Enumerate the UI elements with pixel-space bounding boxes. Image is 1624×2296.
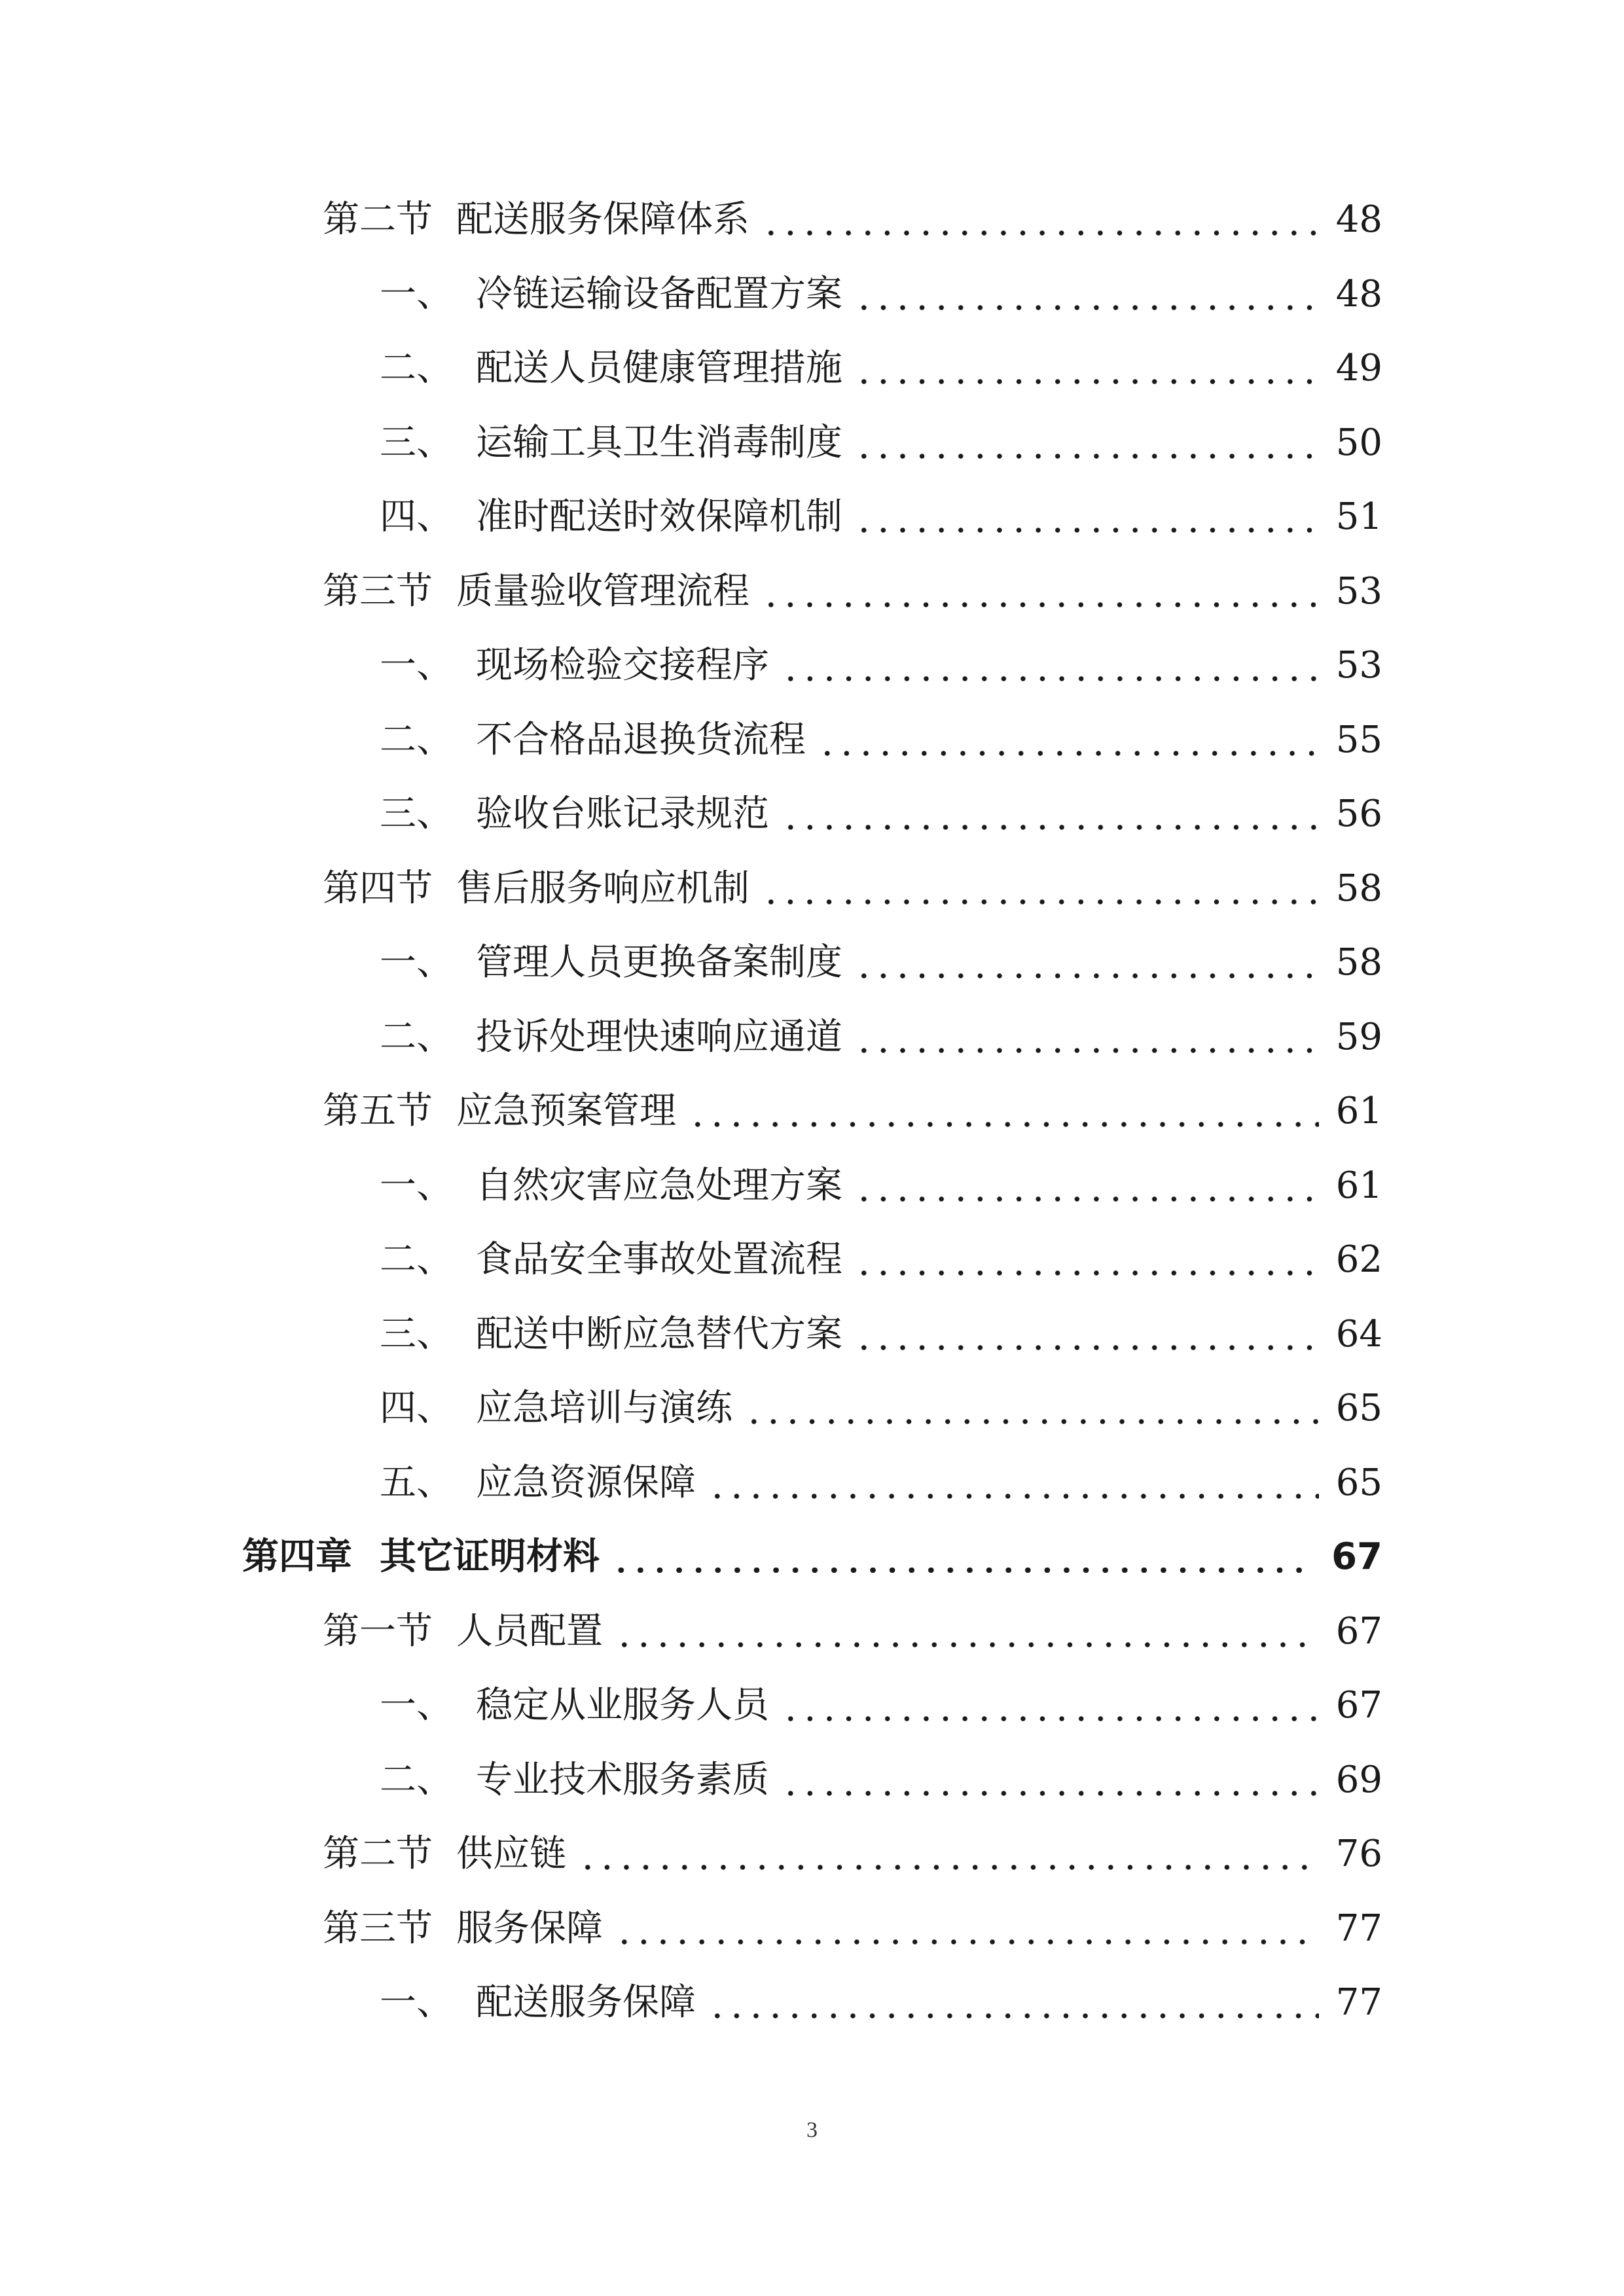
- toc-entry-page: 64: [1335, 1312, 1382, 1355]
- toc-entry-section[interactable]: [0, 190, 1624, 255]
- toc-entry-page: 67: [1335, 1609, 1382, 1653]
- toc-entry-number: 二、: [380, 347, 453, 389]
- toc-leader-dots: [854, 1196, 1319, 1202]
- toc-entry-page: 53: [1335, 644, 1382, 687]
- toc-entry-number: 二、: [380, 1758, 453, 1801]
- toc-leader-dots: [615, 1642, 1319, 1647]
- toc-entry-item[interactable]: [0, 264, 1624, 330]
- toc-entry-page: 77: [1335, 1981, 1382, 2024]
- toc-entry-item[interactable]: [0, 1378, 1624, 1444]
- toc-entry-item[interactable]: [0, 1304, 1624, 1370]
- toc-entry-title: 应急预案管理: [456, 1090, 676, 1132]
- toc-entry-page: 56: [1335, 793, 1382, 835]
- toc-entry-item[interactable]: [0, 1453, 1624, 1518]
- toc-entry-number: 第一节: [323, 1609, 433, 1653]
- toc-entry-title: 自然灾害应急处理方案: [476, 1164, 842, 1207]
- toc-entry-number: 一、: [380, 941, 453, 984]
- toc-entry-title: 售后服务响应机制: [456, 867, 749, 910]
- toc-entry-number: 三、: [380, 793, 453, 835]
- toc-leader-dots: [854, 1048, 1319, 1053]
- toc-entry-item[interactable]: [0, 413, 1624, 478]
- toc-entry-title: 供应链: [456, 1833, 566, 1875]
- toc-leader-dots: [854, 973, 1319, 978]
- toc-entry-page: 62: [1335, 1238, 1382, 1281]
- toc-entry-page: 48: [1335, 272, 1382, 315]
- toc-entry-number: 二、: [380, 1238, 453, 1281]
- toc-entry-page: 49: [1335, 347, 1382, 389]
- toc-entry-item[interactable]: [0, 636, 1624, 701]
- toc-entry-title: 配送服务保障体系: [456, 198, 749, 241]
- toc-entry-title: 冷链运输设备配置方案: [476, 272, 842, 315]
- toc-leader-dots: [854, 454, 1319, 459]
- toc-entry-number: 第四章: [242, 1535, 352, 1578]
- toc-entry-section[interactable]: [0, 1081, 1624, 1147]
- toc-entry-item[interactable]: [0, 1676, 1624, 1741]
- toc-leader-dots: [761, 230, 1319, 236]
- toc-entry-item[interactable]: [0, 933, 1624, 998]
- toc-entry-item[interactable]: [0, 1156, 1624, 1221]
- toc-leader-dots: [708, 1494, 1319, 1499]
- toc-leader-dots: [781, 1716, 1319, 1721]
- toc-entry-number: 四、: [380, 495, 453, 538]
- toc-entry-page: 53: [1335, 569, 1382, 613]
- toc-entry-title: 验收台账记录规范: [476, 793, 769, 835]
- toc-entry-page: 65: [1335, 1387, 1382, 1429]
- toc-entry-title: 质量验收管理流程: [456, 569, 749, 613]
- toc-entry-item[interactable]: [0, 1973, 1624, 2038]
- toc-entry-page: 58: [1335, 867, 1382, 910]
- toc-entry-page: 50: [1335, 421, 1382, 464]
- toc-entry-number: 二、: [380, 1015, 453, 1058]
- toc-entry-item[interactable]: [0, 338, 1624, 404]
- toc-leader-dots: [744, 1419, 1319, 1424]
- toc-leader-dots: [688, 1122, 1319, 1127]
- toc-entry-title: 管理人员更换备案制度: [476, 941, 842, 984]
- toc-leader-dots: [854, 305, 1319, 310]
- toc-entry-number: 一、: [380, 272, 453, 315]
- toc-entry-number: 第三节: [323, 1907, 433, 1950]
- toc-leader-dots: [708, 2013, 1319, 2018]
- toc-entry-number: 四、: [380, 1387, 453, 1429]
- toc-entry-chapter[interactable]: [0, 1527, 1624, 1592]
- toc-entry-number: 第五节: [323, 1090, 433, 1132]
- toc-entry-item[interactable]: [0, 1230, 1624, 1295]
- toc-entry-title: 配送中断应急替代方案: [476, 1312, 842, 1355]
- toc-entry-number: 一、: [380, 1164, 453, 1207]
- toc-leader-dots: [854, 1345, 1319, 1350]
- toc-leader-dots: [761, 899, 1319, 905]
- toc-entry-title: 配送服务保障: [476, 1981, 696, 2024]
- toc-entry-section[interactable]: [0, 1602, 1624, 1667]
- toc-leader-dots: [781, 825, 1319, 830]
- toc-entry-title: 投诉处理快速响应通道: [476, 1015, 842, 1058]
- toc-entry-title: 准时配送时效保障机制: [476, 495, 842, 538]
- page-number: 3: [806, 2118, 818, 2142]
- toc-entry-number: 第二节: [323, 1833, 433, 1875]
- toc-entry-page: 61: [1335, 1090, 1382, 1132]
- toc-entry-page: 67: [1331, 1535, 1382, 1578]
- toc-entry-page: 51: [1335, 495, 1382, 538]
- toc-entry-title: 其它证明材料: [380, 1535, 600, 1578]
- toc-leader-dots: [761, 602, 1319, 607]
- toc-leader-dots: [781, 1791, 1319, 1796]
- toc-entry-title: 配送人员健康管理措施: [476, 347, 842, 389]
- toc-entry-title: 专业技术服务素质: [476, 1758, 769, 1801]
- toc-entry-item[interactable]: [0, 710, 1624, 776]
- toc-entry-page: 58: [1335, 941, 1382, 984]
- toc-entry-page: 48: [1335, 198, 1382, 241]
- toc-leader-dots: [611, 1568, 1314, 1573]
- toc-entry-number: 一、: [380, 1684, 453, 1727]
- toc-entry-item[interactable]: [0, 1750, 1624, 1816]
- toc-entry-page: 61: [1335, 1164, 1382, 1207]
- toc-entry-title: 人员配置: [456, 1609, 603, 1653]
- toc-entry-section[interactable]: [0, 562, 1624, 627]
- toc-entry-title: 服务保障: [456, 1907, 603, 1950]
- toc-entry-title: 不合格品退换货流程: [476, 718, 806, 761]
- toc-leader-dots: [578, 1865, 1319, 1870]
- toc-entry-number: 第三节: [323, 569, 433, 613]
- toc-entry-number: 一、: [380, 644, 453, 687]
- toc-entry-section[interactable]: [0, 1899, 1624, 1964]
- toc-entry-page: 69: [1335, 1758, 1382, 1801]
- toc-entry-title: 运输工具卫生消毒制度: [476, 421, 842, 464]
- toc-entry-page: 76: [1335, 1833, 1382, 1875]
- toc-leader-dots: [781, 676, 1319, 681]
- toc-leader-dots: [854, 379, 1319, 384]
- toc-entry-title: 食品安全事故处置流程: [476, 1238, 842, 1281]
- toc-entry-title: 现场检验交接程序: [476, 644, 769, 687]
- toc-leader-dots: [854, 1270, 1319, 1276]
- toc-entry-number: 二、: [380, 718, 453, 761]
- toc-entry-title: 应急资源保障: [476, 1461, 696, 1504]
- toc-entry-number: 第四节: [323, 867, 433, 910]
- toc-entry-page: 65: [1335, 1461, 1382, 1504]
- toc-entry-title: 应急培训与演练: [476, 1387, 732, 1429]
- toc-entry-number: 第二节: [323, 198, 433, 241]
- toc-entry-number: 五、: [380, 1461, 453, 1504]
- toc-entry-page: 55: [1335, 718, 1382, 761]
- toc-entry-section[interactable]: [0, 859, 1624, 924]
- toc-entry-number: 一、: [380, 1981, 453, 2024]
- toc-entry-number: 三、: [380, 1312, 453, 1355]
- toc-entry-section[interactable]: [0, 1824, 1624, 1890]
- toc-entry-number: 三、: [380, 421, 453, 464]
- toc-leader-dots: [818, 751, 1319, 756]
- toc-entry-page: 67: [1335, 1684, 1382, 1727]
- toc-entry-title: 稳定从业服务人员: [476, 1684, 769, 1727]
- toc-entry-item[interactable]: [0, 1007, 1624, 1073]
- toc-entry-page: 59: [1335, 1015, 1382, 1058]
- toc-entry-page: 77: [1335, 1907, 1382, 1950]
- toc-entry-item[interactable]: [0, 487, 1624, 552]
- toc-leader-dots: [615, 1939, 1319, 1945]
- toc-leader-dots: [854, 528, 1319, 533]
- toc-entry-item[interactable]: [0, 784, 1624, 850]
